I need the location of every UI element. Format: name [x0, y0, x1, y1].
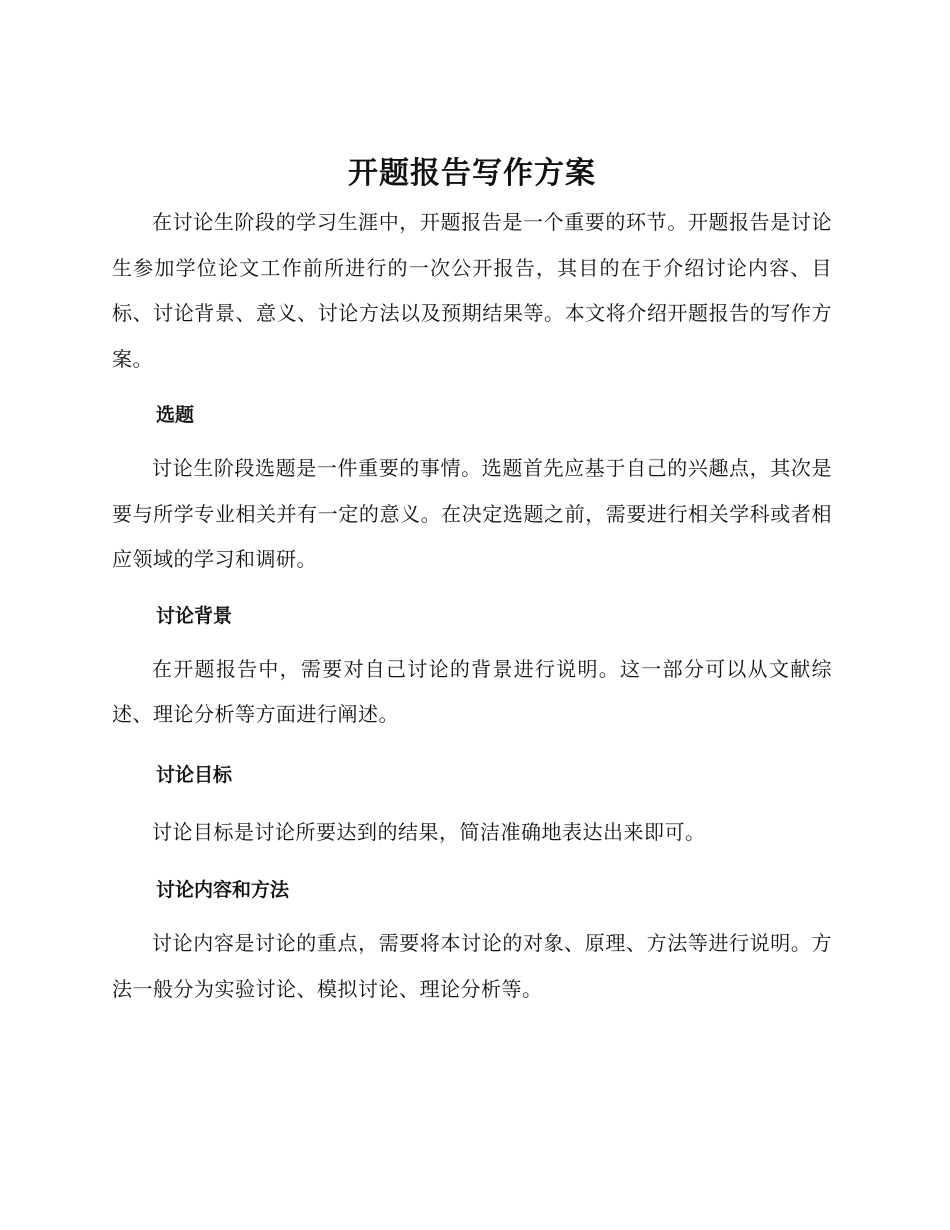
section-heading-goal: 讨论目标	[156, 763, 233, 786]
section-body-topic: 讨论生阶段选题是一件重要的事情。选题首先应基于自己的兴趣点，其次是要与所学专业相关并有一定的意义。在决定选题之前，需要进行相关学科或者相应领域的学习和调研。	[112, 456, 832, 571]
document-page	[112, 148, 832, 1012]
document-title: 开题报告写作方案	[348, 156, 596, 191]
section-heading-topic: 选题	[156, 404, 195, 426]
section-body-background: 在开题报告中，需要对自己讨论的背景进行说明。这一部分可以从文献综述、理论分析等方面进行阐述。	[112, 656, 832, 726]
section-heading-content-method: 讨论内容和方法	[156, 879, 290, 901]
intro-paragraph: 在讨论生阶段的学习生涯中，开题报告是一个重要的环节。开题报告是讨论生参加学位论文工作前所进行的一次公开报告，其目的在于介绍讨论内容、目标、讨论背景、意义、讨论方法以及预期结果等。本文将介绍开题报告的写作方案。	[112, 210, 832, 371]
section-heading-background: 讨论背景	[156, 604, 233, 627]
section-body-content-method: 讨论内容是讨论的重点，需要将本讨论的对象、原理、方法等进行说明。方法一般分为实验讨论、模拟讨论、理论分析等。	[112, 931, 832, 1001]
section-body-goal: 讨论目标是讨论所要达到的结果，简洁准确地表达出来即可。	[152, 819, 706, 844]
